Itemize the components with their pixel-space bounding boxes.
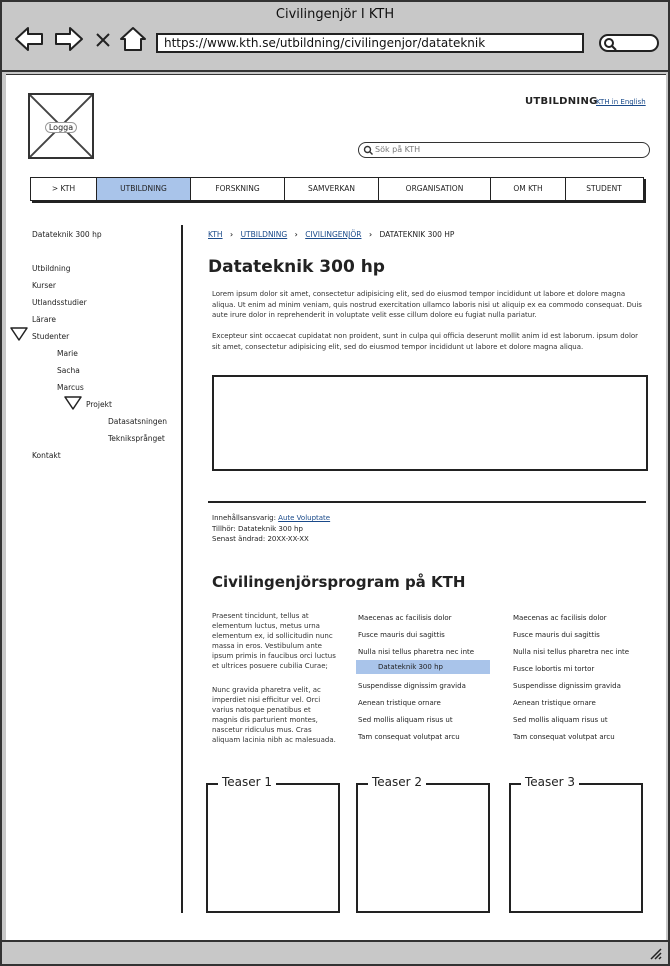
owner-label: Innehållsansvarig:	[212, 514, 276, 522]
sidebar-item-projekt[interactable]: Projekt	[86, 400, 112, 409]
sidebar-item-utlandsstudier[interactable]: Utlandsstudier	[32, 298, 87, 307]
url-bar[interactable]: https://www.kth.se/utbildning/civilingenjor/datateknik	[156, 33, 584, 53]
browser-titlebar	[2, 2, 668, 72]
teaser-box-3[interactable]	[509, 783, 643, 913]
logo-label: Logga	[45, 122, 77, 133]
section-heading: UTBILDNING	[525, 96, 598, 107]
sidebar-item-marie[interactable]: Marie	[57, 349, 78, 358]
sidebar-item-datasatsningen[interactable]: Datasatsningen	[108, 417, 167, 426]
owner-link[interactable]: Aute Voluptate	[278, 514, 331, 522]
breadcrumb-kth[interactable]: KTH	[208, 230, 223, 239]
page-title: Datateknik 300 hp	[208, 257, 385, 277]
main-navigation	[30, 177, 644, 201]
last-changed: Senast ändrad: 20XX-XX-XX	[212, 535, 309, 543]
nav-item-om-kth[interactable]: OM KTH	[491, 178, 566, 200]
program-link[interactable]: Maecenas ac facilisis dolor	[513, 614, 607, 622]
chevron-right-icon: ›	[368, 230, 373, 239]
nav-item-kth[interactable]: > KTH	[31, 178, 97, 200]
back-arrow-icon[interactable]	[14, 26, 44, 52]
nav-item-utbildning[interactable]: UTBILDNING	[97, 178, 191, 200]
sidebar-item-sacha[interactable]: Sacha	[57, 366, 80, 375]
teaser-label-1: Teaser 1	[218, 775, 276, 789]
nav-item-student[interactable]: STUDENT	[586, 184, 622, 193]
program-link[interactable]: Aenean tristique ornare	[513, 699, 596, 707]
breadcrumb-utbildning[interactable]: UTBILDNING	[240, 230, 288, 239]
programs-title: Civilingenjörsprogram på KTH	[212, 573, 466, 591]
browser-search-field[interactable]	[599, 34, 659, 52]
program-link[interactable]: Nulla nisi tellus pharetra nec inte	[358, 648, 475, 656]
stop-x-icon[interactable]	[94, 26, 112, 52]
breadcrumb	[208, 230, 454, 239]
program-link[interactable]: Aenean tristique ornare	[358, 699, 441, 707]
search-icon	[363, 145, 373, 155]
teaser-box-2[interactable]	[356, 783, 490, 913]
program-link[interactable]: Maecenas ac facilisis dolor	[358, 614, 452, 622]
home-icon[interactable]	[118, 26, 148, 52]
kth-in-english-link[interactable]: KTH in English	[596, 98, 646, 106]
program-link-active[interactable]: Datateknik 300 hp	[356, 660, 490, 674]
sidebar-item-teknikspranget[interactable]: Tekniksprånget	[108, 434, 165, 443]
program-link[interactable]: Sed mollis aliquam risus ut	[358, 716, 453, 724]
programs-intro-paragraph: Praesent tincidunt, tellus at elementum luctus, metus urna elementum ex, id sollicitudin nunc massa in eros. Vestibulum ante ipsum primis in faucibus orci luctus et ultrices posuere cubilia Curae;	[212, 612, 336, 670]
breadcrumb-civilingenjor[interactable]: CIVILINGENJÖR	[305, 230, 362, 239]
search-icon	[603, 37, 617, 51]
page-meta	[212, 513, 330, 545]
forward-arrow-icon[interactable]	[54, 26, 84, 52]
program-link[interactable]: Suspendisse dignissim gravida	[513, 682, 621, 690]
program-link[interactable]: Fusce mauris dui sagittis	[358, 631, 445, 639]
body-paragraph: Lorem ipsum dolor sit amet, consectetur adipisicing elit, sed do eiusmod tempor incididunt ut labore et dolore magna aliqua. Ut enim ad minim veniam, quis nostrud exercitation ullamco laboris nisi ut aliquip ex ea commodo consequat. Duis aute irure dolor in reprehenderit in voluptate velit esse cillum dolore eu fugiat nulla pariatur.	[212, 290, 642, 319]
programs-intro-paragraph: Nunc gravida pharetra velit, ac imperdiet nisi efficitur vel. Orci varius natoque penatibus et magnis dis parturient montes, nascetur ridiculus mus. Cras aliquam lacinia nibh ac malesuada.	[212, 686, 336, 744]
window-title: Civilingenjör I KTH	[275, 7, 395, 22]
program-link[interactable]: Tam consequat volutpat arcu	[358, 733, 460, 741]
teaser-label-2: Teaser 2	[368, 775, 426, 789]
site-search-input[interactable]	[358, 142, 650, 158]
expand-triangle-icon[interactable]	[10, 327, 28, 341]
body-paragraph: Excepteur sint occaecat cupidatat non proident, sunt in culpa qui officia deserunt mollit anim id est laborum. ipsum dolor sit amet, consectetur adipisicing elit, sed do eiusmod tempor incididunt ut labore et dolore magna aliqua.	[212, 332, 639, 351]
site-search-placeholder: Sök på KTH	[375, 145, 421, 154]
sidebar-divider	[181, 225, 183, 913]
chevron-right-icon: ›	[294, 230, 298, 239]
program-link[interactable]: Sed mollis aliquam risus ut	[513, 716, 608, 724]
nav-item-samverkan[interactable]: SAMVERKAN	[285, 178, 379, 200]
nav-item-organisation[interactable]: ORGANISATION	[379, 178, 491, 200]
expand-triangle-icon[interactable]	[64, 396, 82, 410]
program-link[interactable]: Suspendisse dignissim gravida	[358, 682, 466, 690]
sidebar-item-kurser[interactable]: Kurser	[32, 281, 56, 290]
divider	[208, 501, 646, 503]
program-link[interactable]: Tam consequat volutpat arcu	[513, 733, 615, 741]
resize-grip-icon[interactable]	[648, 946, 662, 960]
program-link[interactable]: Fusce lobortis mi tortor	[513, 665, 595, 673]
program-link[interactable]: Nulla nisi tellus pharetra nec inte	[513, 648, 630, 656]
teaser-label-3: Teaser 3	[521, 775, 579, 789]
sidebar-heading[interactable]: Datateknik 300 hp	[32, 230, 102, 239]
sidebar-item-larare[interactable]: Lärare	[32, 315, 56, 324]
sidebar-item-utbildning[interactable]: Utbildning	[32, 264, 71, 273]
web-page	[6, 74, 666, 940]
sidebar-item-studenter[interactable]: Studenter	[32, 332, 70, 341]
chevron-right-icon: ›	[230, 230, 234, 239]
belongs-to: Tillhör: Datateknik 300 hp	[212, 524, 303, 533]
breadcrumb-current: DATATEKNIK 300 HP	[379, 230, 455, 239]
sidebar-item-kontakt[interactable]: Kontakt	[32, 451, 61, 460]
program-link[interactable]: Fusce mauris dui sagittis	[513, 631, 600, 639]
status-bar	[2, 940, 668, 964]
media-placeholder	[212, 375, 648, 471]
teaser-box-1[interactable]	[206, 783, 340, 913]
nav-item-forskning[interactable]: FORSKNING	[191, 178, 285, 200]
sidebar-item-marcus[interactable]: Marcus	[57, 383, 84, 392]
